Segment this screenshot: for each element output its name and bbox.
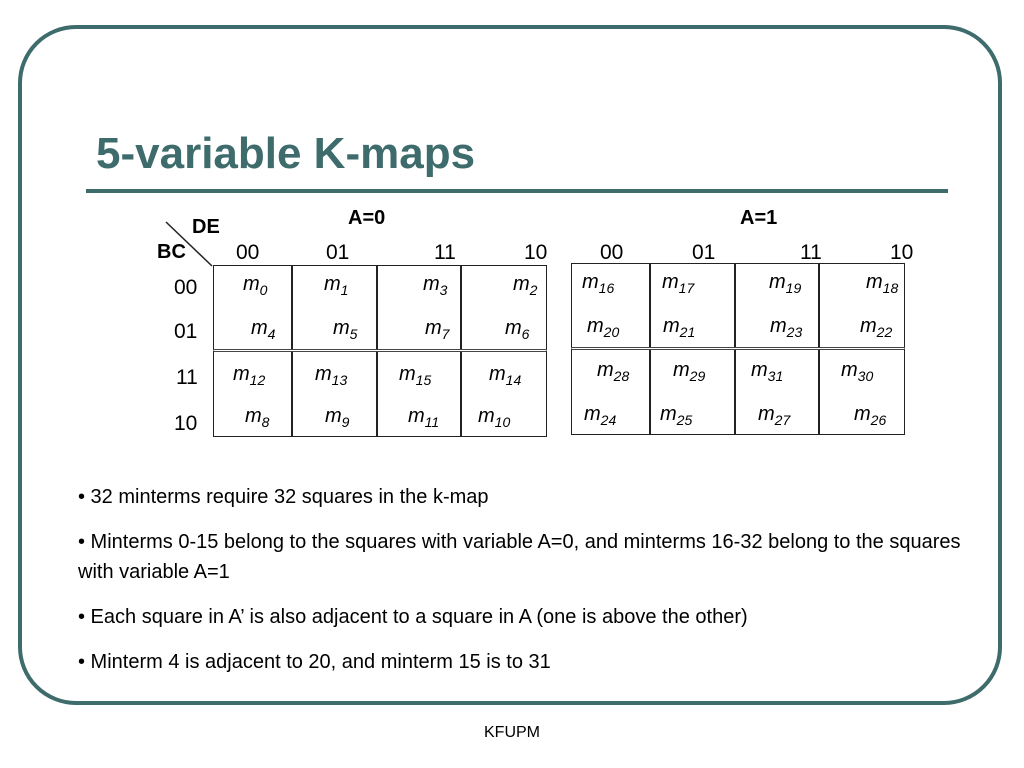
slide-title: 5-variable K-maps — [96, 129, 476, 178]
minterm-cell: $m_{24}$ — [584, 403, 617, 428]
bullet-item: • Minterm 4 is adjacent to 20, and minterm 15 is to 31 — [78, 651, 551, 673]
minterm-cell: $m_{26}$ — [854, 403, 887, 428]
minterm-cell: $m_{11}$ — [408, 405, 440, 430]
kmap-de-label: DE — [192, 216, 220, 238]
kmap-row-label: 01 — [174, 320, 198, 343]
kmap-right-top-group — [571, 263, 905, 347]
minterm-cell: $m_{18}$ — [866, 271, 899, 296]
minterm-cell: $m_{15}$ — [399, 363, 432, 388]
minterm-cell: $m_0$ — [243, 273, 268, 298]
kmap-left-col-label: 01 — [326, 241, 350, 264]
kmap-bc-label: BC — [157, 241, 186, 263]
minterm-cell: $m_{12}$ — [233, 363, 266, 388]
minterm-cell: $m_{20}$ — [587, 315, 620, 340]
kmap-right-col-label: 10 — [890, 241, 914, 264]
kmap-left-header: A=0 — [348, 207, 386, 229]
minterm-cell: $m_9$ — [325, 405, 350, 430]
minterm-cell: $m_2$ — [513, 273, 538, 298]
minterm-cell: $m_1$ — [324, 273, 349, 298]
minterm-cell: $m_{16}$ — [582, 271, 615, 296]
minterm-cell: $m_{31}$ — [751, 359, 784, 384]
bullet-item: • Minterms 0-15 belong to the squares with variable A=0, and minterms 16-32 belong to the squares with variable A=1 — [78, 531, 961, 583]
kmap-left-col-label: 00 — [236, 241, 260, 264]
minterm-cell: $m_{28}$ — [597, 359, 630, 384]
minterm-cell: $m_{22}$ — [860, 315, 893, 340]
minterm-cell: $m_{10}$ — [478, 405, 511, 430]
kmap-right-header: A=1 — [740, 207, 778, 229]
footer-text: KFUPM — [484, 724, 540, 741]
minterm-cell: $m_{19}$ — [769, 271, 802, 296]
minterm-cell: $m_7$ — [425, 317, 450, 342]
minterm-cell: $m_{23}$ — [770, 315, 803, 340]
minterm-cell: $m_{17}$ — [662, 271, 695, 296]
bullet-item: • Each square in A’ is also adjacent to a square in A (one is above the other) — [78, 606, 748, 628]
minterm-cell: $m_{25}$ — [660, 403, 693, 428]
minterm-cell: $m_{27}$ — [758, 403, 791, 428]
kmap-left-col-label: 10 — [524, 241, 548, 264]
minterm-cell: $m_{14}$ — [489, 363, 522, 388]
kmap-right-col-label: 01 — [692, 241, 716, 264]
minterm-cell: $m_{30}$ — [841, 359, 874, 384]
minterm-cell: $m_{13}$ — [315, 363, 348, 388]
kmap-right-col-label: 00 — [600, 241, 624, 264]
kmap-row-label: 00 — [174, 276, 198, 299]
bullet-list — [78, 482, 968, 692]
minterm-cell: $m_{29}$ — [673, 359, 706, 384]
minterm-cell: $m_{21}$ — [663, 315, 696, 340]
minterm-cell: $m_5$ — [333, 317, 358, 342]
minterm-cell: $m_4$ — [251, 317, 276, 342]
bullet-item: • 32 minterms require 32 squares in the k-map — [78, 486, 489, 508]
kmap-row-label: 10 — [174, 412, 198, 435]
title-underline — [86, 189, 948, 193]
minterm-cell: $m_6$ — [505, 317, 530, 342]
minterm-cell: $m_8$ — [245, 405, 270, 430]
kmap-right-col-label: 11 — [800, 241, 822, 264]
kmap-row-label: 11 — [176, 366, 198, 389]
minterm-cell: $m_3$ — [423, 273, 448, 298]
kmap-corner-diagonal — [160, 220, 220, 270]
kmap-left-col-label: 11 — [434, 241, 456, 264]
